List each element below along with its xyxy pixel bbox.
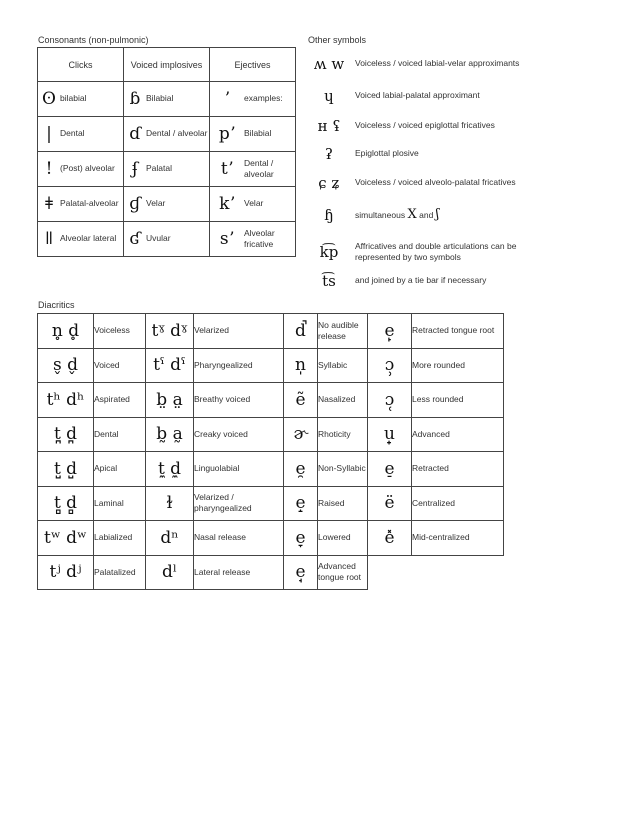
other-symbol: ʡ	[324, 145, 334, 163]
diacritic-label: Velarized	[194, 314, 284, 349]
diacritic-label: Less rounded	[412, 383, 504, 418]
diacritic-row	[38, 555, 504, 590]
click-symbol: ʘ	[42, 89, 56, 109]
diacritic-row	[38, 486, 504, 521]
implosive-label: Palatal	[146, 163, 172, 174]
click-label: Alveolar lateral	[60, 233, 117, 244]
consonants-table	[37, 47, 296, 257]
ejective-label: Alveolar fricative	[244, 227, 275, 249]
diacritic-label: Retracted tongue root	[412, 314, 504, 349]
other-symbol: k͡p	[319, 243, 339, 261]
diacritic-label: Centralized	[412, 486, 504, 521]
diacritic-symbol: tʲ dʲ	[38, 555, 94, 590]
consonant-row	[38, 152, 296, 187]
implosive-label: Dental / alveolar	[146, 128, 208, 139]
desc-symbol-x: X	[407, 206, 417, 222]
ejective-symbol: tʼ	[220, 159, 234, 179]
diacritic-symbol: tʰ dʰ	[38, 383, 94, 418]
diacritic-label: Voiced	[94, 348, 146, 383]
ejective-label: Velar	[244, 198, 264, 209]
implosive-label: Uvular	[146, 233, 171, 244]
implosive-symbol: ʄ	[131, 159, 139, 179]
diacritic-symbol: dˡ	[146, 555, 194, 590]
diacritic-row	[38, 383, 504, 418]
diacritic-symbol: t̻ d̻	[38, 486, 94, 521]
ejective-symbol: pʼ	[218, 124, 236, 144]
desc-text: simultaneous	[355, 209, 406, 220]
implosive-symbol: ɠ	[129, 194, 141, 214]
other-symbol-row	[303, 112, 523, 140]
diacritic-label: Voiceless	[94, 314, 146, 349]
diacritic-symbol: e̽	[368, 521, 412, 556]
diacritic-label: Rhoticity	[318, 417, 368, 452]
diacritic-symbol: ɚ	[284, 417, 318, 452]
diacritic-symbol: b̰ a̰	[146, 417, 194, 452]
other-symbol-desc: Affricatives and double articulations can be represented by two symbols	[355, 240, 517, 262]
implosive-symbol: ɗ	[129, 124, 141, 144]
diacritics-title: Diacritics	[38, 300, 75, 310]
diacritic-row	[38, 314, 504, 349]
diacritic-label: Laminal	[94, 486, 146, 521]
diacritic-symbol: d̚	[284, 314, 318, 349]
desc-symbol-esh: ʃ	[435, 206, 440, 222]
diacritic-label: Velarized / pharyngealized	[194, 486, 284, 521]
other-symbol-desc	[355, 206, 440, 222]
other-symbol: ɥ	[324, 87, 334, 105]
diacritic-label: Retracted	[412, 452, 504, 487]
diacritic-label: Raised	[318, 486, 368, 521]
diacritic-symbol: u̟	[368, 417, 412, 452]
diacritic-label: Lowered	[318, 521, 368, 556]
diacritic-label: More rounded	[412, 348, 504, 383]
diacritic-label: Nasal release	[194, 521, 284, 556]
diacritic-label: Creaky voiced	[194, 417, 284, 452]
consonant-row	[38, 222, 296, 257]
diacritic-symbol: t̺ d̺	[38, 452, 94, 487]
diacritic-label: Linguolabial	[194, 452, 284, 487]
diacritic-label: Apical	[94, 452, 146, 487]
other-symbols-title: Other symbols	[308, 35, 367, 45]
consonant-row	[38, 82, 296, 117]
diacritic-symbol: n̩	[284, 348, 318, 383]
other-symbol-row	[303, 238, 523, 266]
other-symbol: ʜ ʢ	[317, 117, 341, 135]
diacritic-symbol: s̬ d̬	[38, 348, 94, 383]
other-symbol-row	[303, 169, 523, 197]
other-symbol-row	[303, 270, 523, 292]
header-clicks: Clicks	[38, 48, 124, 82]
diacritic-symbol: n̥ d̥	[38, 314, 94, 349]
ejective-symbol: ʼ	[224, 89, 230, 109]
diacritic-row	[38, 452, 504, 487]
other-symbol-row	[303, 50, 523, 78]
diacritic-label: Palatalized	[94, 555, 146, 590]
other-symbol: ʍ w	[313, 55, 345, 73]
other-symbol: ɧ	[324, 206, 334, 224]
ejective-symbol: kʼ	[219, 194, 235, 214]
header-voiced-implosives: Voiced implosives	[124, 48, 210, 82]
diacritic-symbol: e̞	[284, 521, 318, 556]
diacritic-label: Nasalized	[318, 383, 368, 418]
ejective-symbol: sʼ	[219, 229, 235, 249]
empty-cell	[368, 555, 412, 590]
diacritic-label: Non-Syllabic	[318, 452, 368, 487]
diacritic-symbol: ɔ̜	[368, 383, 412, 418]
click-symbol: ǂ	[45, 194, 53, 214]
other-symbol-row	[303, 143, 523, 165]
diacritic-symbol: ɔ̹	[368, 348, 412, 383]
implosive-symbol: ʛ	[129, 229, 141, 249]
diacritic-row	[38, 521, 504, 556]
empty-cell	[412, 555, 504, 590]
consonants-title: Consonants (non-pulmonic)	[38, 35, 149, 45]
diacritic-label: Labialized	[94, 521, 146, 556]
click-label: Dental	[60, 128, 85, 139]
click-label: Palatal-alveolar	[60, 198, 119, 209]
diacritic-label: No audible release	[318, 314, 368, 349]
diacritic-symbol: ɫ	[146, 486, 194, 521]
diacritic-symbol: e̙	[368, 314, 412, 349]
diacritic-body	[38, 314, 504, 590]
diacritic-label: Pharyngealized	[194, 348, 284, 383]
header-ejectives: Ejectives	[210, 48, 296, 82]
diacritic-label: Lateral release	[194, 555, 284, 590]
other-symbol-desc: Voiced labial-palatal approximant	[355, 90, 480, 101]
diacritic-label: Aspirated	[94, 383, 146, 418]
other-symbol-desc: Voiceless / voiced alveolo-palatal fricatives	[355, 177, 516, 188]
diacritic-symbol: dⁿ	[146, 521, 194, 556]
diacritic-row	[38, 348, 504, 383]
other-symbol-row	[303, 84, 523, 108]
other-symbol-desc: Voiceless / voiced labial-velar approximants	[355, 58, 520, 69]
implosive-label: Bilabial	[146, 93, 174, 104]
other-symbol-desc: and joined by a tie bar if necessary	[355, 275, 487, 286]
diacritic-label: Advanced	[412, 417, 504, 452]
diacritic-label: Mid-centralized	[412, 521, 504, 556]
implosive-symbol: ɓ	[129, 89, 141, 109]
click-label: (Post) alveolar	[60, 163, 115, 174]
diacritic-label: Breathy voiced	[194, 383, 284, 418]
click-label: bilabial	[60, 93, 87, 104]
other-symbol: t͡s	[322, 272, 336, 290]
diacritic-row	[38, 417, 504, 452]
diacritic-symbol: b̤ a̤	[146, 383, 194, 418]
click-symbol: |	[46, 124, 52, 144]
diacritic-symbol: tˠ dˠ	[146, 314, 194, 349]
diacritic-symbol: ë	[368, 486, 412, 521]
other-symbol-desc: Epiglottal plosive	[355, 148, 419, 159]
consonant-row	[38, 187, 296, 222]
diacritic-symbol: t̼ d̼	[146, 452, 194, 487]
other-symbol-desc: Voiceless / voiced epiglottal fricatives	[355, 120, 495, 131]
click-symbol: !	[45, 159, 53, 179]
diacritic-label: Dental	[94, 417, 146, 452]
other-symbol-row	[303, 203, 523, 227]
diacritic-symbol: e̯	[284, 452, 318, 487]
ejective-label: Dental / alveolar	[244, 157, 274, 179]
diacritic-symbol: tʷ dʷ	[38, 521, 94, 556]
consonant-row	[38, 117, 296, 152]
diacritic-label: Advanced tongue root	[318, 555, 368, 590]
diacritic-symbol: t̪ d̪	[38, 417, 94, 452]
click-symbol: ǁ	[44, 229, 54, 249]
diacritics-table	[37, 313, 504, 590]
ejective-label: examples:	[244, 93, 283, 104]
diacritic-symbol: e̘	[284, 555, 318, 590]
diacritic-symbol: ẽ	[284, 383, 318, 418]
diacritic-label: Syllabic	[318, 348, 368, 383]
implosive-label: Velar	[146, 198, 166, 209]
other-symbol: ɕ ʑ	[318, 174, 340, 192]
diacritic-symbol: tˤ dˤ	[146, 348, 194, 383]
diacritic-symbol: e̝	[284, 486, 318, 521]
ejective-label: Bilabial	[244, 128, 272, 139]
desc-and: and	[419, 209, 434, 220]
diacritic-symbol: e̠	[368, 452, 412, 487]
